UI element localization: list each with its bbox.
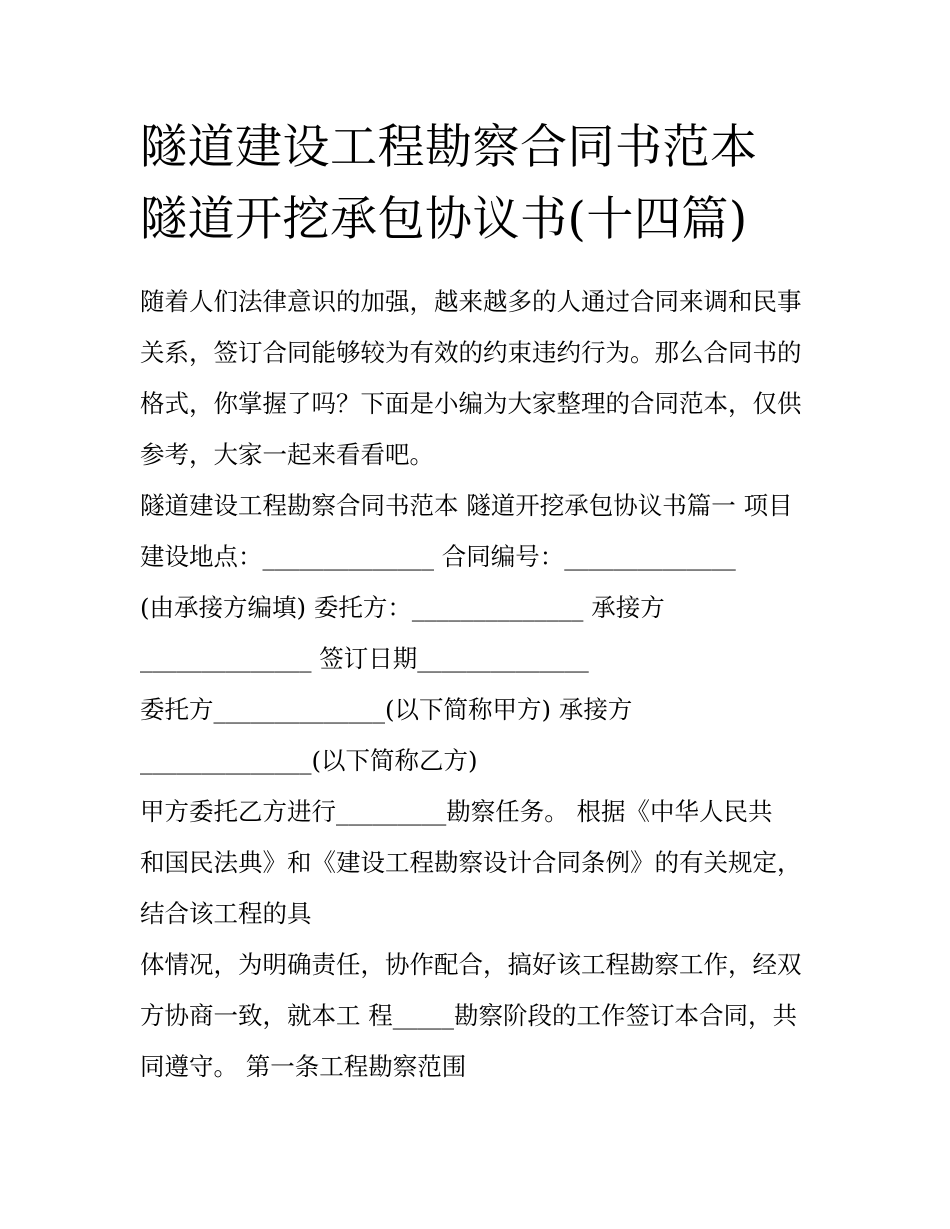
document-body bbox=[140, 276, 820, 1092]
body-line: 甲方委托乙方进行_________勘察任务。 根据《中华人民共 bbox=[140, 797, 773, 826]
body-line: 和国民法典》和《建设工程勘察设计合同条例》的有关规定， bbox=[140, 848, 802, 877]
body-line: 委托方______________(以下简称甲方) 承接方 bbox=[140, 695, 633, 724]
title-line: 隧道建设工程勘察合同书范本 bbox=[140, 120, 758, 175]
body-line: 关系，签订合同能够较为有效的约束违约行为。那么合同书的 bbox=[140, 338, 802, 367]
body-line: 隧道建设工程勘察合同书范本 隧道开挖承包协议书篇一 项目 bbox=[140, 491, 793, 520]
body-line: (由承接方编填) 委托方：______________ 承接方 bbox=[140, 593, 665, 622]
body-line: 体情况，为明确责任，协作配合，搞好该工程勘察工作，经双 bbox=[140, 950, 802, 979]
body-line: 随着人们法律意识的加强，越来越多的人通过合同来调和民事 bbox=[140, 287, 802, 316]
body-line: ______________(以下简称乙方) bbox=[140, 746, 478, 775]
body-line: 同遵守。 第一条工程勘察范围 bbox=[140, 1052, 467, 1081]
body-line: 参考，大家一起来看看吧。 bbox=[140, 440, 434, 469]
body-line: 结合该工程的具 bbox=[140, 899, 312, 928]
body-line: 方协商一致，就本工 程_____勘察阶段的工作签订本合同，共 bbox=[140, 1001, 798, 1030]
body-line: 建设地点：______________ 合同编号：______________ bbox=[140, 542, 736, 571]
body-line: 格式，你掌握了吗？下面是小编为大家整理的合同范本，仅供 bbox=[140, 389, 802, 418]
body-line: ______________ 签订日期______________ bbox=[140, 644, 589, 673]
document-title bbox=[140, 112, 840, 256]
title-line: 隧道开挖承包协议书(十四篇) bbox=[140, 192, 748, 247]
